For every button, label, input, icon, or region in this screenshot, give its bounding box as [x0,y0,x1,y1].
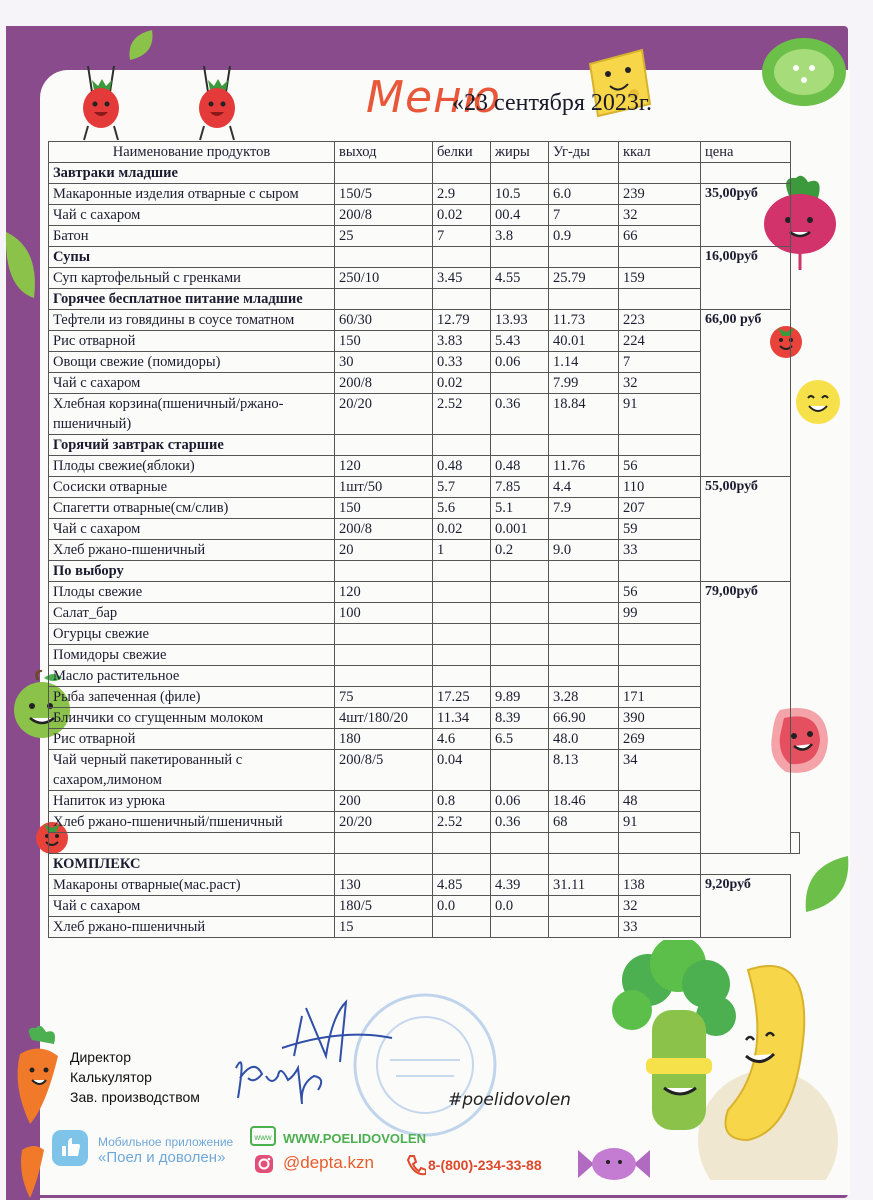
product-name: Хлебная корзина(пшеничный/ржано-пшеничный) [49,394,335,435]
empty-cell [491,163,549,184]
cell-out: 30 [335,352,433,373]
cell-c: 7.9 [549,498,619,519]
menu-table-body [49,163,800,938]
table-row [49,184,800,205]
product-name: Блинчики со сгущенным молоком [49,708,335,729]
table-row [49,373,800,394]
cell-c: 0.9 [549,226,619,247]
cell-out: 180 [335,729,433,750]
cell-c: 68 [549,812,619,833]
menu-table [48,141,800,938]
app-label [98,1134,233,1166]
section-title: Горячее бесплатное питание младшие [49,289,335,310]
instagram-icon [254,1154,274,1174]
empty-cell [491,435,549,456]
section-title: По выбору [49,561,335,582]
table-row [49,624,800,645]
cell-out [335,666,433,687]
cell-k: 59 [619,519,701,540]
cucumber-slice-icon [756,32,850,110]
cherry-tomato-icon [76,66,128,146]
cell-p [433,666,491,687]
product-name: Напиток из урюка [49,791,335,812]
empty-cell [335,561,433,582]
product-name: Чай с сахаром [49,205,335,226]
cell-out: 75 [335,687,433,708]
cell-out: 120 [335,582,433,603]
cell-c: 18.84 [549,394,619,435]
cell-k [619,666,701,687]
cell-f: 7.85 [491,477,549,498]
cell-p: 5.6 [433,498,491,519]
cell-p: 5.7 [433,477,491,498]
table-row [49,603,800,624]
cell-k [619,624,701,645]
spacer-row [49,833,800,854]
table-row [49,812,800,833]
price-cell: 16,00руб [701,247,791,310]
cell-p: 4.6 [433,729,491,750]
cell-f: 0.36 [491,394,549,435]
section-row [49,435,800,456]
empty-cell [49,833,335,854]
lemon-face-icon [794,378,842,426]
cell-out: 200 [335,791,433,812]
table-row [49,310,800,331]
empty-cell [433,561,491,582]
table-row [49,331,800,352]
cell-c: 40.01 [549,331,619,352]
empty-cell [549,561,619,582]
cell-out [335,624,433,645]
product-name: Масло растительное [49,666,335,687]
cell-f: 0.2 [491,540,549,561]
cell-out: 200/8 [335,205,433,226]
cell-c: 7.99 [549,373,619,394]
cell-f [491,582,549,603]
column-header: Наименование продуктов [49,142,335,163]
section-row [49,247,800,268]
cell-f: 5.43 [491,331,549,352]
empty-cell [791,833,800,854]
cell-c [549,519,619,540]
cell-c: 6.0 [549,184,619,205]
cell-k: 56 [619,456,701,477]
empty-cell [491,289,549,310]
cell-k: 7 [619,352,701,373]
product-name: Огурцы свежие [49,624,335,645]
table-row [49,456,800,477]
cell-c: 9.0 [549,540,619,561]
cell-k: 48 [619,791,701,812]
empty-cell [335,163,433,184]
cell-f: 9.89 [491,687,549,708]
table-row [49,708,800,729]
cell-f [491,750,549,791]
cell-p: 3.45 [433,268,491,289]
cell-k: 239 [619,184,701,205]
cell-p [433,645,491,666]
product-name: Суп картофельный с гренками [49,268,335,289]
cell-f: 0.36 [491,812,549,833]
column-header: белки [433,142,491,163]
cell-c: 66.90 [549,708,619,729]
column-header: выход [335,142,433,163]
product-name: Хлеб ржано-пшеничный [49,917,335,938]
cell-f: 3.8 [491,226,549,247]
cell-f: 0.06 [491,352,549,373]
product-name: Овощи свежие (помидоры) [49,352,335,373]
cell-out [335,645,433,666]
carrot-icon [6,1026,68,1126]
table-row [49,394,800,435]
cell-p [433,624,491,645]
cell-k: 34 [619,750,701,791]
cell-k: 91 [619,812,701,833]
cell-k: 32 [619,373,701,394]
empty-cell [433,163,491,184]
empty-cell [335,833,433,854]
director-label: Директор [70,1049,131,1065]
cell-p [433,582,491,603]
table-row [49,352,800,373]
empty-cell [549,833,619,854]
cell-f [491,373,549,394]
cell-k: 390 [619,708,701,729]
cell-c: 1.14 [549,352,619,373]
cell-k: 33 [619,917,701,938]
cell-p: 0.02 [433,373,491,394]
cell-p: 0.33 [433,352,491,373]
cell-c: 7 [549,205,619,226]
cell-c: 25.79 [549,268,619,289]
cell-c [549,917,619,938]
empty-cell [491,854,549,875]
price-cell: 9,20руб [701,875,791,938]
cell-c: 8.13 [549,750,619,791]
handwritten-signature [226,998,416,1108]
cell-c [549,645,619,666]
cell-p: 17.25 [433,687,491,708]
leaf-icon [4,228,40,302]
instagram-handle[interactable]: @depta.kzn [283,1153,374,1172]
cell-p: 4.85 [433,875,491,896]
table-row [49,477,800,498]
app-label-line1: Мобильное приложение [98,1135,234,1149]
table-row [49,498,800,519]
cell-k: 91 [619,394,701,435]
product-name: Спагетти отварные(см/слив) [49,498,335,519]
price-cell: 79,00руб [701,582,791,854]
website-link[interactable]: WWW.POELIDOVOLEN [283,1131,426,1146]
cell-k: 56 [619,582,701,603]
table-row [49,729,800,750]
cell-out: 100 [335,603,433,624]
cell-f: 8.39 [491,708,549,729]
cell-k: 224 [619,331,701,352]
cell-out: 120 [335,456,433,477]
product-name: Рыба запеченная (филе) [49,687,335,708]
hashtag: #poelidovolen [448,1090,571,1110]
cell-p: 0.04 [433,750,491,791]
cell-c [549,896,619,917]
cell-out: 20/20 [335,394,433,435]
column-header: Уг-ды [549,142,619,163]
product-name: Рис отварной [49,729,335,750]
table-header-row [49,142,800,163]
empty-cell [335,854,433,875]
empty-cell [619,289,701,310]
cell-k: 223 [619,310,701,331]
cell-p: 0.0 [433,896,491,917]
cell-out: 25 [335,226,433,247]
section-title: Горячий завтрак старшие [49,435,335,456]
cell-out: 20/20 [335,812,433,833]
cell-c: 11.76 [549,456,619,477]
empty-cell [433,854,491,875]
cell-p: 3.83 [433,331,491,352]
cell-f: 4.55 [491,268,549,289]
empty-cell [491,561,549,582]
cell-p: 2.52 [433,394,491,435]
product-name: Салат_бар [49,603,335,624]
table-row [49,896,800,917]
empty-cell [549,435,619,456]
cell-f: 5.1 [491,498,549,519]
cell-k: 171 [619,687,701,708]
carrot-icon [16,1140,50,1200]
column-header: ккал [619,142,701,163]
product-name: Чай черный пакетированный с сахаром,лимоном [49,750,335,791]
cell-f: 13.93 [491,310,549,331]
cell-out: 150 [335,331,433,352]
empty-cell [701,163,791,184]
cell-c: 48.0 [549,729,619,750]
empty-cell [549,247,619,268]
cell-f: 0.06 [491,791,549,812]
cell-out: 150 [335,498,433,519]
empty-cell [433,435,491,456]
section-title: Завтраки младшие [49,163,335,184]
table-row [49,226,800,247]
deputy-label: Зав. производством [70,1089,200,1105]
empty-cell [619,833,701,854]
web-badge-text: www [254,1133,272,1142]
table-row [49,666,800,687]
price-cell: 55,00руб [701,477,791,582]
table-row [49,519,800,540]
table-row [49,205,800,226]
cell-out: 4шт/180/20 [335,708,433,729]
cell-k [619,645,701,666]
section-row [49,163,800,184]
cell-out: 20 [335,540,433,561]
product-name: Плоды свежие(яблоки) [49,456,335,477]
cell-out: 250/10 [335,268,433,289]
cell-f [491,603,549,624]
cell-out: 60/30 [335,310,433,331]
cell-f: 6.5 [491,729,549,750]
cell-p: 2.52 [433,812,491,833]
empty-cell [619,163,701,184]
product-name: Чай с сахаром [49,519,335,540]
product-name: Тефтели из говядины в соусе томатном [49,310,335,331]
cell-k: 138 [619,875,701,896]
cell-k: 207 [619,498,701,519]
product-name: Макароны отварные(мас.раст) [49,875,335,896]
product-name: Макаронные изделия отварные с сыром [49,184,335,205]
empty-cell [549,289,619,310]
cell-k: 33 [619,540,701,561]
calculator-label: Калькулятор [70,1069,152,1085]
app-label-line2: «Поел и доволен» [98,1149,226,1166]
cell-f [491,624,549,645]
cell-c: 11.73 [549,310,619,331]
section-title: Супы [49,247,335,268]
empty-cell [491,247,549,268]
section-row [49,289,800,310]
cell-f: 00.4 [491,205,549,226]
menu-title: Меню [366,72,501,123]
table-row [49,540,800,561]
web-icon [250,1126,276,1146]
cell-c: 18.46 [549,791,619,812]
cell-c [549,582,619,603]
cell-f [491,645,549,666]
section-row [49,854,800,875]
cell-k: 110 [619,477,701,498]
table-row [49,791,800,812]
cell-f: 0.0 [491,896,549,917]
empty-cell [619,854,701,875]
cell-k: 32 [619,896,701,917]
cell-p: 11.34 [433,708,491,729]
cell-f [491,666,549,687]
empty-cell [619,435,701,456]
candy-icon [576,1140,652,1188]
empty-cell [549,163,619,184]
cell-k: 99 [619,603,701,624]
phone-icon [406,1154,426,1176]
column-header: жиры [491,142,549,163]
price-cell: 35,00руб [701,184,791,247]
empty-cell [433,289,491,310]
cell-p [433,917,491,938]
cell-c [549,666,619,687]
cell-out: 15 [335,917,433,938]
cell-p: 2.9 [433,184,491,205]
cell-p [433,603,491,624]
leaf-icon [802,852,852,916]
empty-cell [619,247,701,268]
table-row [49,645,800,666]
cell-out: 200/8/5 [335,750,433,791]
empty-cell [335,289,433,310]
product-name: Сосиски отварные [49,477,335,498]
cell-p: 0.02 [433,519,491,540]
product-name: Плоды свежие [49,582,335,603]
cell-p: 12.79 [433,310,491,331]
cell-p: 0.48 [433,456,491,477]
left-rim-fill [6,26,40,1200]
cell-out: 200/8 [335,519,433,540]
cell-k: 159 [619,268,701,289]
section-row [49,561,800,582]
cell-out: 200/8 [335,373,433,394]
cell-c [549,603,619,624]
cell-f: 0.48 [491,456,549,477]
cell-k: 66 [619,226,701,247]
cell-c: 31.11 [549,875,619,896]
leaf-icon [124,26,158,66]
cell-c: 3.28 [549,687,619,708]
table-row [49,268,800,289]
product-name: Хлеб ржано-пшеничный [49,540,335,561]
section-title: КОМПЛЕКС [49,854,335,875]
cell-f [491,917,549,938]
empty-cell [433,247,491,268]
cell-f: 4.39 [491,875,549,896]
cell-c [549,624,619,645]
cell-k: 269 [619,729,701,750]
product-name: Чай с сахаром [49,896,335,917]
table-row [49,875,800,896]
cell-p: 1 [433,540,491,561]
product-name: Чай с сахаром [49,373,335,394]
cell-f: 0.001 [491,519,549,540]
table-row [49,582,800,603]
empty-cell [335,247,433,268]
product-name: Батон [49,226,335,247]
empty-cell [491,833,549,854]
cell-out: 1шт/50 [335,477,433,498]
table-row [49,917,800,938]
table-row [49,687,800,708]
cell-p: 0.8 [433,791,491,812]
table-row [49,750,800,791]
cell-p: 7 [433,226,491,247]
product-name: Помидоры свежие [49,645,335,666]
cell-c: 4.4 [549,477,619,498]
price-cell: 66,00 руб [701,310,791,477]
empty-cell [335,435,433,456]
cell-out: 150/5 [335,184,433,205]
cell-k: 32 [619,205,701,226]
signature-labels [70,1047,200,1107]
product-name: Хлеб ржано-пшеничный/пшеничный [49,812,335,833]
column-header: цена [701,142,791,163]
cherry-tomato-icon [192,66,244,146]
empty-cell [619,561,701,582]
empty-cell [549,854,619,875]
product-name: Рис отварной [49,331,335,352]
cell-out: 130 [335,875,433,896]
empty-cell [433,833,491,854]
cell-f: 10.5 [491,184,549,205]
cell-out: 180/5 [335,896,433,917]
phone-number[interactable]: 8-(800)-234-33-88 [428,1157,542,1173]
menu-date: «23 сентября 2023г. [452,90,653,116]
app-icon [50,1128,90,1168]
cell-p: 0.02 [433,205,491,226]
